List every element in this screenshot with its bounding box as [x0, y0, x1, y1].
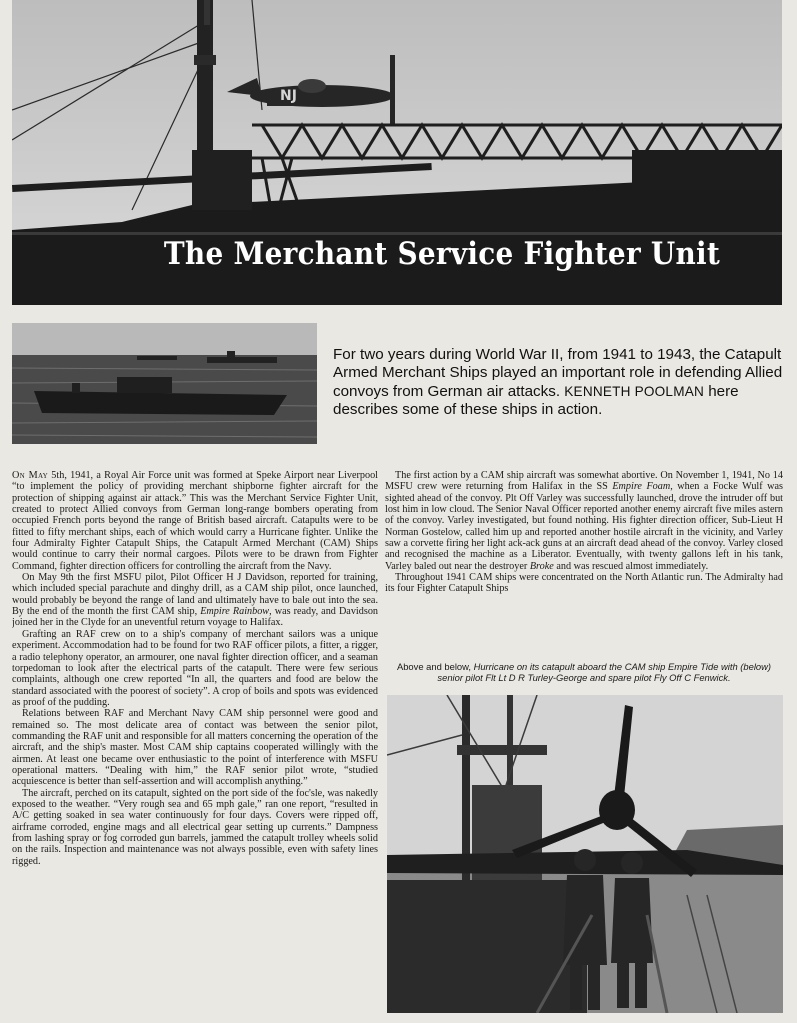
paragraph-text: 5th, 1941, a Royal Air Force unit was formed at Speke Airport near Liverpool “to implement the policy of providing merchant shipborne fighter aircraft for the protection of shipping against air attack.” This was the Merchant Service Fighter Unit, created to protect Allied convoys from German long-range bombers operating from occupied French ports beyond the range of British based aircraft. Catapults were to be fitted to fifty merchant ships, each of which would carry a Hurricane fighter. Unlike the four Admiralty Fighter Catapult Ships, the Catapult Armed Merchant (CAM) Ships would continue to carry their normal cargoes. Pilots were to be drawn from Fighter Command, fighter direction officers for controlling the aircraft from the Navy. — [12, 470, 378, 572]
paragraph-text: , was ready, and Davidson joined her in the Clyde for an uneventful return voyage to Halifax. — [12, 606, 378, 629]
caption-text-italic: Hurricane on its catapult aboard the CAM ship Empire Tide with (below) senior pilot Flt Lt D R Turley-George and spare pilot Fly Off C Fenwick. — [437, 661, 772, 683]
ship-name: Broke — [529, 560, 554, 572]
article-column-right — [385, 470, 783, 650]
paragraph-text: On May 9th the first MSFU pilot, Pilot Officer H J Davidson, reported for training, which included special parachute and dinghy drill, as a CAM ship pilot, once launched, would probably be beyond the range of land and ultimately have to bale out into the sea. By the end of the month the first CAM ship, — [12, 572, 378, 618]
pilots-photo-graphic — [387, 695, 783, 1013]
author-name: KENNETH POOLMAN — [564, 383, 704, 399]
intro-text: For two years during World War II, from 1941 to 1943, the Catapult Armed Merchant Ships played an important role in defending Allied convoys from German air attacks. — [333, 346, 783, 400]
article-paragraph — [12, 470, 378, 572]
article-paragraph — [12, 572, 378, 629]
pilots-photo — [387, 695, 783, 1013]
article-paragraph: The aircraft, perched on its catapult, sighted on the port side of the foc'sle, was nakedly exposed to the weather. “Very rough sea and 65 mph gale,” ran one report, “resulted in A/C getting soaked in sea water continuously for four days. Covers were ripped off, airframe corroded, engine mags and all electrical gear setting up currents.” Dampness from lashing spray or fog corroded gun barrels, jammed the catapult trolley wheels solid on the rails. Inspection and maintenance was not always possible, even with safety lines rigged. — [12, 787, 378, 867]
lead-in: On May — [12, 470, 49, 481]
intro-tail: here describes some of these ships in action. — [333, 382, 739, 418]
article-paragraph: Grafting an RAF crew on to a ship's company of merchant sailors was a unique experiment. Accommodation had to be found for two RAF officer pilots, a fitter, a rigger, a radio telephony operator, an armourer, one naval fighter direction officer, and a seaman torpedoman to look after the electrical parts of the catapult. There were few serious complaints, although one crew reported “In all, the quarters and food are below the standard associated with the poorest of society”. A crop of boils and spots was evidenced as proof of the pudding. — [12, 628, 378, 708]
paragraph-text: , when a Focke Wulf was sighted ahead of the convoy. Plt Off Varley was successfully launched, drove the intruder off but lost him in low cloud. The Senior Naval Officer reported another enemy aircraft five miles astern of the convoy. Varley investigated, but found nothing. His fighter direction officer, Sub-Lieut H Norman Gostelow, called him up and reported another hostile aircraft in the vicinity, and Varley saw a corvette firing her light ack-ack guns at an aircraft dead ahead of the convoy. Varley closed and recognised the machine as a Liberator. Eventually, with twenty gallons left in his tank, Varley baled out near the destroyer — [385, 481, 783, 572]
ship-name: Empire Rainbow — [200, 606, 270, 618]
convoy-photo-graphic — [12, 323, 317, 444]
article-paragraph: Throughout 1941 CAM ships were concentrated on the North Atlantic run. The Admiralty had its four Fighter Catapult Ships — [385, 572, 783, 595]
convoy-photo — [12, 323, 317, 444]
intro-standfirst — [333, 346, 783, 419]
article-paragraph: Relations between RAF and Merchant Navy CAM ship personnel were good and remained so. The most delicate area of contact was between the senior pilot, commanding the RAF unit and responsible for all matters concerning the operation of the aircraft, and the ship's master. Most CAM ship captains cooperated willingly with the airmen. At least one became over enthusiastic to the point of interference with MSFU operational matters. “Dealing with him,” the RAF senior pilot wrote, “studied acquiescence is better than self-assertion and will accomplish anything.” — [12, 708, 378, 788]
ship-name: Empire Foam — [612, 481, 671, 493]
page-title: The Merchant Service Fighter Unit — [163, 236, 721, 272]
paragraph-text: and was rescued almost immediately. — [553, 560, 709, 572]
svg-text:NJ: NJ — [280, 88, 297, 104]
article-column-left — [12, 470, 378, 1018]
photo-caption — [388, 661, 780, 683]
caption-text: Above and below, — [396, 661, 474, 672]
hero-photo — [12, 0, 782, 305]
paragraph-text: The first action by a CAM ship aircraft was somewhat abortive. On November 1, 1941, No 14 MSFU crew were returning from Halifax in the SS — [385, 470, 783, 493]
article-paragraph — [385, 470, 783, 572]
